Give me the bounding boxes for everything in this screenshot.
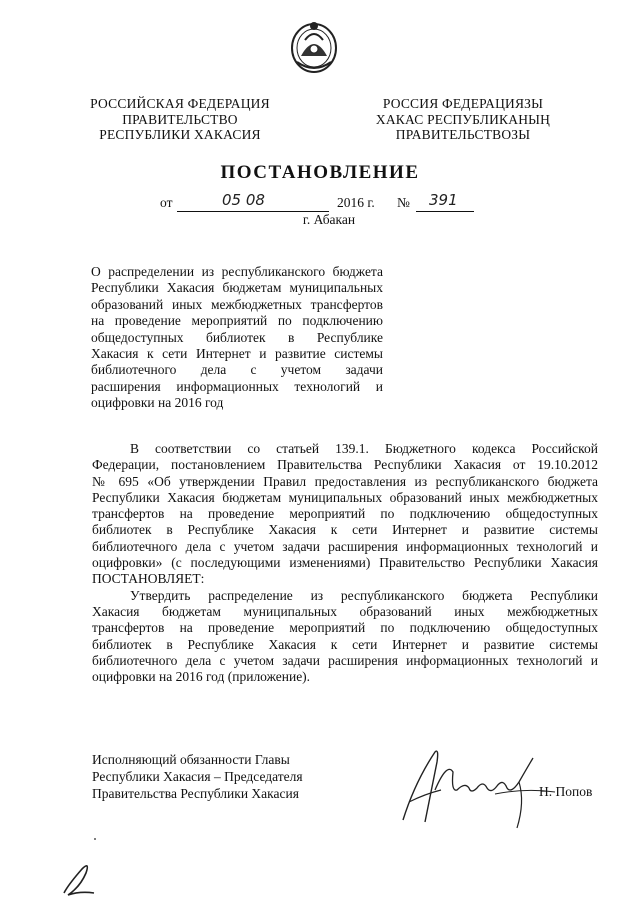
body-line: оцифровки» (с последующими изменениями) Правительство Республики Хакасия: [92, 555, 598, 571]
subject-line: общедоступных библиотек в Республике: [91, 329, 383, 345]
header-left-block: [80, 96, 280, 143]
city-label: г. Абакан: [302, 212, 356, 227]
subject-line: О распределении из республиканского бюджета: [91, 264, 383, 279]
body-line: библиотек в Республике Хакасия к сети Интернет и развитие системы: [92, 522, 598, 538]
subject-line: расширения информационных технологий и: [91, 378, 383, 394]
scan-dot: [94, 838, 96, 840]
body-line: Республики Хакасия бюджетам муниципальных образований иных межбюджетных: [92, 489, 598, 505]
number-sign: №: [397, 195, 410, 210]
header-left-line: РЕСПУБЛИКИ ХАКАСИЯ: [99, 127, 261, 142]
body-line: библиотек в Республике Хакасия к сети Интернет и развитие системы: [92, 636, 598, 652]
subject-line: Республики Хакасия бюджетам муниципальных: [91, 280, 383, 296]
signature-line: Республики Хакасия – Председателя: [92, 769, 303, 784]
body-text: [92, 441, 598, 685]
body-line: оцифровки на 2016 год (приложение).: [92, 669, 311, 685]
header-right-line: РОССИЯ ФЕДЕРАЦИЯЗЫ: [382, 96, 544, 111]
header-left-line: ПРАВИТЕЛЬСТВО: [122, 111, 238, 127]
header-right-line: ПРАВИТЕЛЬСТВОЗЫ: [395, 127, 531, 142]
body-line: библиотечного дела с учетом задачи расширения информационных технологий и: [92, 538, 598, 554]
body-line: Федерации, постановлением Правительства Республики Хакасия от 19.10.2012: [92, 457, 598, 473]
header-right-line: ХАКАС РЕСПУБЛИКАНЫҢ: [375, 111, 551, 127]
signature-block: [92, 751, 303, 802]
subject-line: оцифровки на 2016 год: [91, 395, 224, 411]
number-handwritten: 391: [429, 191, 458, 209]
subject-line: Хакасия к сети Интернет и развитие системы: [91, 346, 383, 362]
year-label: 2016 г.: [337, 195, 375, 210]
header-left-line: РОССИЙСКАЯ ФЕДЕРАЦИЯ: [90, 96, 270, 111]
body-line: В соответствии со статьей 139.1. Бюджетного кодекса Российской: [130, 441, 598, 456]
coat-of-arms-emblem: [287, 18, 341, 74]
body-line: трансфертов на проведение мероприятий по подключению общедоступных: [92, 620, 598, 636]
body-line: № 695 «Об утверждении Правил предоставления из республиканского бюджета: [92, 473, 598, 489]
signature-line: Правительства Республики Хакасия: [92, 786, 299, 801]
signature-line: Исполняющий обязанности Главы: [92, 752, 290, 767]
subject-block: [91, 264, 383, 412]
document-title: ПОСТАНОВЛЕНИЕ: [220, 162, 420, 183]
subject-line: на проведение мероприятий по подключению: [91, 313, 383, 329]
date-prefix: от: [160, 195, 173, 210]
subject-line: образований иных межбюджетных трансфертов: [91, 296, 383, 312]
body-line: трансфертов на проведение мероприятий по подключению общедоступных: [92, 506, 598, 522]
header-right-block: [358, 96, 568, 143]
body-line: Хакасия бюджетам муниципальных образований иных межбюджетных: [92, 603, 598, 619]
signer-name: Н. Попов: [539, 784, 593, 799]
body-line: Утвердить распределение из республиканского бюджета Республики: [130, 587, 598, 603]
date-handwritten: 05 08: [222, 191, 265, 209]
subject-line: библиотечного дела с учетом задачи: [91, 362, 383, 378]
body-line: ПОСТАНОВЛЯЕТ:: [92, 571, 205, 587]
handwritten-mark: [56, 855, 116, 900]
body-line: библиотечного дела с учетом задачи расширения информационных технологий и: [92, 652, 598, 668]
